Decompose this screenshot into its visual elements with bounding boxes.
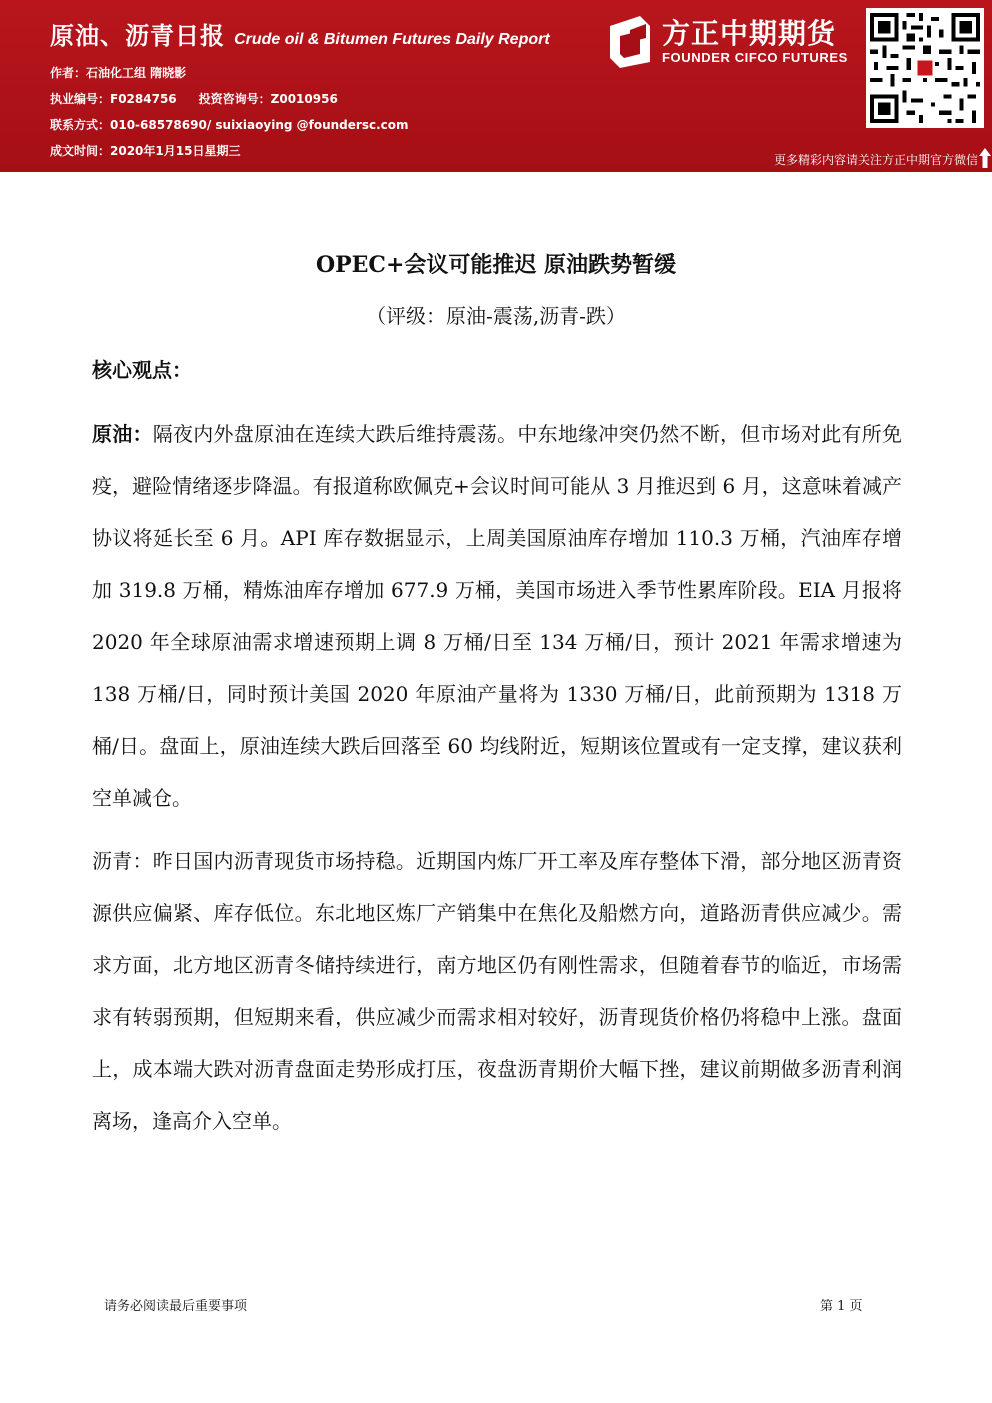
report-series-title: [50, 16, 550, 51]
arrow-up-icon: [978, 146, 992, 170]
follow-wechat-text: 更多精彩内容请关注方正中期官方微信: [773, 153, 978, 167]
report-rating: （评级：原油-震荡,沥青-跌）: [366, 304, 626, 328]
consult-number: 投资咨询号：Z0010956: [198, 92, 338, 106]
report-title: OPEC+会议可能推迟 原油跌势暂缓: [315, 252, 677, 278]
logo-mark-icon: [606, 16, 654, 68]
follow-wechat-bar: [700, 146, 992, 170]
license-line: [50, 90, 338, 107]
crude-oil-lead: 原油：: [92, 422, 153, 446]
qr-code-icon: [866, 8, 984, 128]
crude-oil-paragraph: [92, 408, 902, 824]
series-title-cn: 原油、沥青日报: [50, 22, 225, 50]
contact-line: 联系方式：010-68578690/ suixiaoying @foundersc.com: [50, 118, 409, 132]
company-logo: [606, 12, 856, 72]
page-number: 第 1 页: [820, 1299, 863, 1314]
series-title-en: Crude oil & Bitumen Futures Daily Report: [234, 31, 550, 48]
brand-name-cn: 方正中期期货: [662, 17, 837, 50]
core-view-heading: 核心观点：: [92, 358, 192, 382]
license-number: 执业编号：F0284756: [50, 92, 177, 106]
report-header: [0, 0, 992, 172]
footer-notice: 请务必阅读最后重要事项: [104, 1299, 248, 1314]
crude-oil-text: 隔夜内外盘原油在连续大跌后维持震荡。中东地缘冲突仍然不断，但市场对此有所免疫，避险情绪逐步降温。有报道称欧佩克+会议时间可能从 3 月推迟到 6 月，这意味着减产协议将延长至 6 月。API 库存数据显示，上周美国原油库存增加 110.3 万桶，汽油库存增加 319.8 万桶，精炼油库存增加 677.9 万桶，美国市场进入季节性累库阶段。EIA 月报将 2020 年全球原油需求增速预期上调 8 万桶/日至 134 万桶/日，预计 2021 年需求增速为 138 万桶/日，同时预计美国 2020 年原油产量将为 1330 万桶/日，此前预期为 1318 万桶/日。盘面上，原油连续大跌后回落至 60 均线附近，短期该位置或有一定支撑，建议获利空单减仓。: [92, 422, 903, 810]
brand-name-en: FOUNDER CIFCO FUTURES: [662, 50, 848, 65]
asphalt-paragraph: 沥青：昨日国内沥青现货市场持稳。近期国内炼厂开工率及库存整体下滑，部分地区沥青资源供应偏紧、库存低位。东北地区炼厂产销集中在焦化及船燃方向，道路沥青供应减少。需求方面，北方地区沥青冬储持续进行，南方地区仍有刚性需求，但随着春节的临近，市场需求有转弱预期，但短期来看，供应减少而需求相对较好，沥青现货价格仍将稳中上涨。盘面上，成本端大跌对沥青盘面走势形成打压，夜盘沥青期价大幅下挫，建议前期做多沥青利润离场，逢高介入空单。: [92, 849, 902, 1133]
date-line: 成文时间：2020年1月15日星期三: [50, 144, 241, 158]
author-line: 作者：石油化工组 隋晓影: [50, 66, 187, 80]
